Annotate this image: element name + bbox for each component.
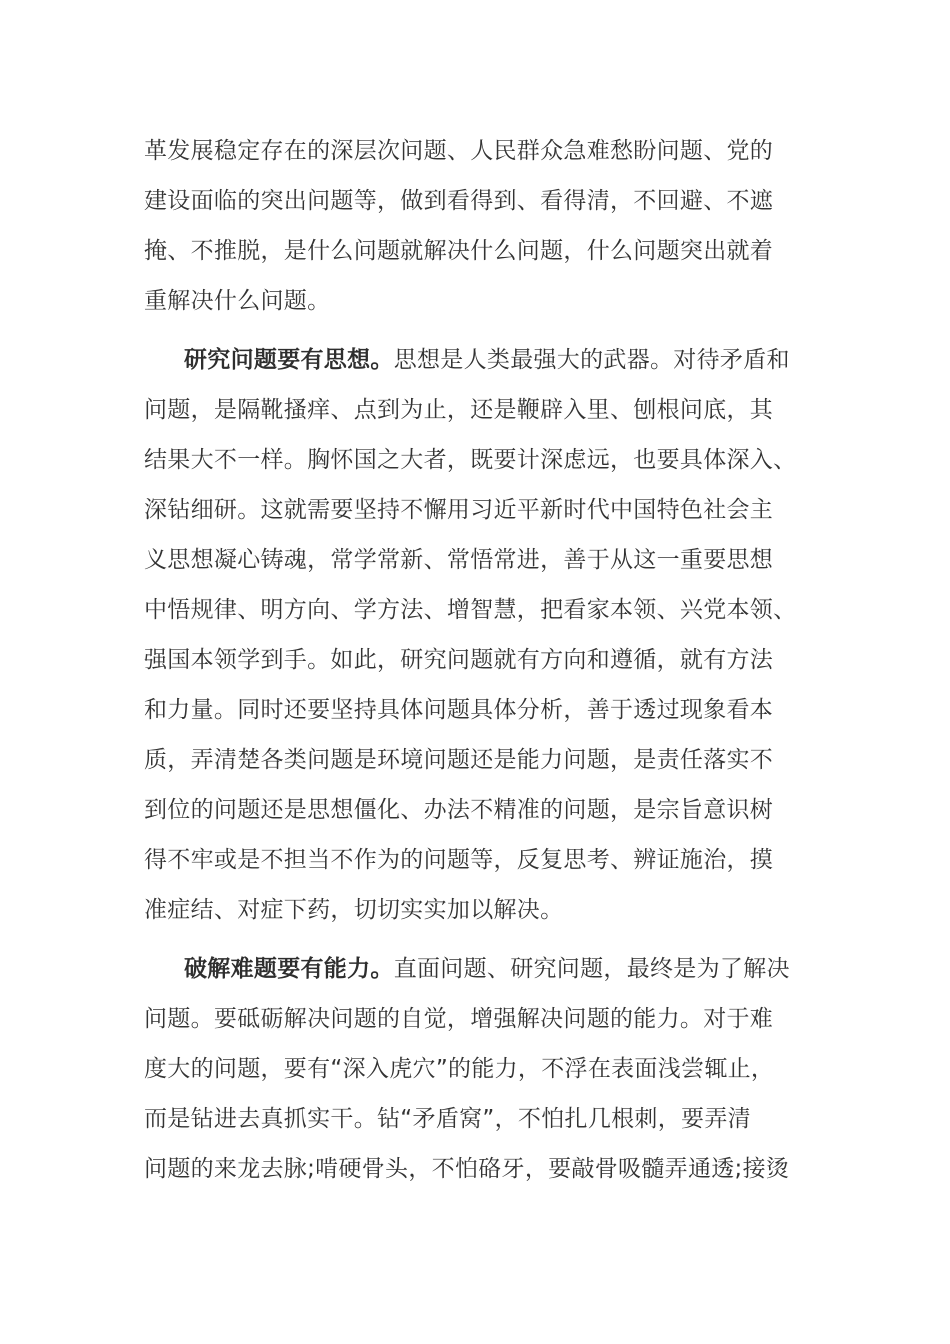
paragraph-line: 掩、不推脱，是什么问题就解决什么问题，什么问题突出就着 (144, 238, 774, 264)
paragraph-line: 义思想凝心铸魂，常学常新、常悟常进，善于从这一重要思想 (144, 547, 774, 573)
paragraph-first-line (144, 335, 824, 385)
paragraph-line: 强国本领学到手。如此，研究问题就有方向和遵循，就有方法 (144, 647, 774, 673)
paragraph-line: 度大的问题，要有“深入虎穴”的能力，不浮在表面浅尝辄止， (144, 1056, 775, 1082)
paragraph-line: 问题的来龙去脉;啃硬骨头，不怕硌牙，要敲骨吸髓弄通透;接烫 (144, 1156, 790, 1182)
paragraph-line: 重解决什么问题。 (144, 288, 331, 314)
paragraph-line: 问题，是隔靴搔痒、点到为止，还是鞭辟入里、刨根问底，其 (144, 397, 774, 423)
paragraph-1 (144, 126, 824, 326)
paragraph-3 (144, 944, 824, 1194)
paragraph-spacer (144, 326, 824, 335)
paragraph-line: 问题。要砥砺解决问题的自觉，增强解决问题的能力。对于难 (144, 1006, 774, 1032)
paragraph-line: 而是钻进去真抓实干。钻“矛盾窝”，不怕扎几根刺，要弄清 (144, 1106, 751, 1132)
paragraph-line: 结果大不一样。胸怀国之大者，既要计深虑远，也要具体深入、 (144, 447, 797, 473)
paragraph-line: 得不牢或是不担当不作为的问题等，反复思考、辨证施治，摸 (144, 847, 774, 873)
paragraph-line: 革发展稳定存在的深层次问题、人民群众急难愁盼问题、党的 (144, 138, 774, 164)
body-text (144, 126, 824, 1194)
paragraph-heading: 破解难题要有能力。 (184, 956, 394, 982)
paragraph-line: 中悟规律、明方向、学方法、增智慧，把看家本领、兴党本领、 (144, 597, 797, 623)
paragraph-line: 到位的问题还是思想僵化、办法不精准的问题，是宗旨意识树 (144, 797, 774, 823)
paragraph-2 (144, 335, 824, 935)
paragraph-line-text: 思想是人类最强大的武器。对待矛盾和 (393, 347, 790, 373)
paragraph-first-line (144, 944, 824, 994)
paragraph-line-text: 直面问题、研究问题，最终是为了解决 (393, 956, 790, 982)
paragraph-line: 深钻细研。这就需要坚持不懈用习近平新时代中国特色社会主 (144, 497, 774, 523)
paragraph-line: 质，弄清楚各类问题是环境问题还是能力问题，是责任落实不 (144, 747, 774, 773)
paragraph-line: 和力量。同时还要坚持具体问题具体分析，善于透过现象看本 (144, 697, 774, 723)
paragraph-line: 准症结、对症下药，切切实实加以解决。 (144, 897, 564, 923)
paragraph-heading: 研究问题要有思想。 (184, 347, 394, 373)
paragraph-spacer (144, 935, 824, 944)
paragraph-line: 建设面临的突出问题等，做到看得到、看得清，不回避、不遮 (144, 188, 774, 214)
